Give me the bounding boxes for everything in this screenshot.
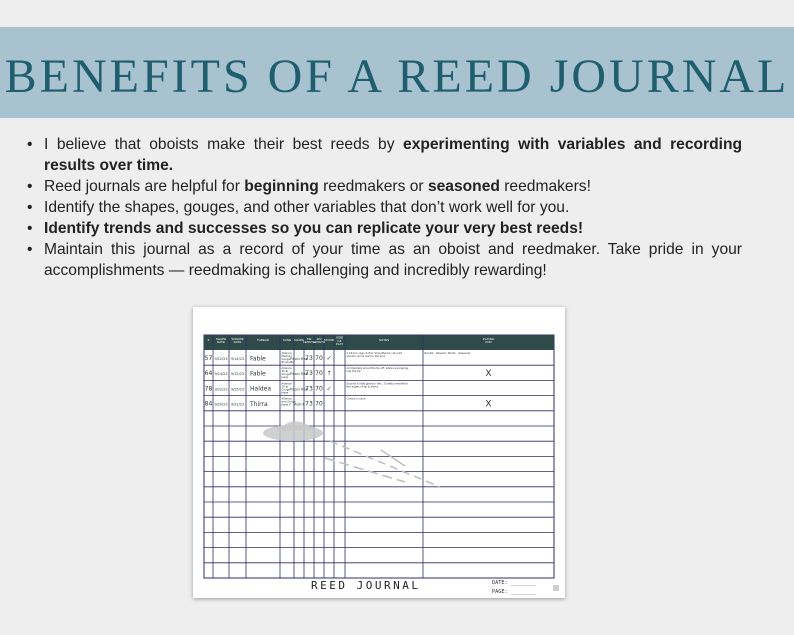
handwritten-cell: 70 — [315, 400, 323, 408]
handwritten-cell: 9/22/23 — [230, 402, 245, 407]
logo-mark-icon — [553, 585, 559, 591]
journal-header-label: NOTES — [378, 338, 390, 342]
handwritten-line: 10-lb — [281, 385, 289, 389]
journal-header-label: PLAY — [335, 342, 344, 346]
handwritten-line: Jesse K — [281, 403, 291, 407]
handwritten-cell: 78 — [204, 385, 213, 393]
handwritten-cell: Pisoni Risb — [289, 357, 309, 362]
handwritten-line: Alliance — [281, 397, 292, 401]
handwritten-line: Brown/Blu — [281, 361, 295, 364]
handwritten-line: 10-lb — [281, 370, 289, 374]
handwritten-cell: 64 — [204, 370, 213, 378]
bullet-text-bold: seasoned — [427, 178, 500, 195]
handwritten-cell: Pisoni Risb — [289, 372, 309, 377]
handwritten-cell: 9/20/23 — [214, 402, 228, 407]
page-title: BENEFITS OF A REED JOURNAL — [4, 50, 790, 103]
journal-header-label: TIE — [306, 336, 312, 341]
handwritten-line: shorter. Good reed in the end. — [346, 355, 386, 358]
journal-header-label: FOR — [485, 340, 492, 344]
journal-header-label: PLAYED — [482, 336, 495, 341]
handwritten-cell: 70 — [315, 355, 323, 363]
journal-sheet-drawing — [193, 307, 565, 598]
handwritten-cell: Modi K — [293, 402, 305, 407]
handwritten-line: Alliance — [281, 352, 292, 355]
handwritten-line: Jesse — [281, 376, 289, 380]
handwritten-line: Alliance — [281, 367, 292, 371]
bullet-text-bold: experimenting with variables and recording results over time. — [44, 136, 743, 174]
handwritten-cell: 84 — [204, 400, 213, 408]
handwritten-line: Alliance — [281, 382, 292, 386]
handwritten-line: Gouge — [281, 373, 290, 377]
bullet-text: Reed journals are helpful for — [44, 178, 245, 195]
bullet-text-bold: beginning — [244, 178, 319, 195]
handwritten-cell: 70 — [315, 385, 323, 393]
journal-header-label: OF — [337, 338, 342, 343]
journal-header-label: SHAPE — [215, 336, 227, 341]
bullet-text: reedmakers! — [499, 178, 591, 195]
handwritten-line: Gouge — [281, 358, 290, 361]
handwritten-line: the edges of tip & blend. — [346, 385, 379, 389]
bullet-item — [22, 134, 742, 176]
handwritten-cell: 9/25/23 — [230, 387, 245, 392]
journal-header-label: LENGTH — [312, 340, 326, 344]
journal-header-label: FIN — [316, 336, 322, 341]
bullet-text: Identify the shapes, gouges, and other variables that don’t work well for you. — [44, 199, 570, 216]
played-for-x: X — [485, 399, 492, 410]
benefits-list — [22, 134, 742, 281]
journal-header-label: THREAD — [256, 338, 270, 342]
title-banner — [0, 27, 794, 118]
journal-sheet-image — [193, 307, 565, 598]
handwritten-cell: Thirra — [250, 400, 268, 408]
journal-header-label: SIDE — [335, 335, 344, 340]
handwritten-line: Jesse — [281, 391, 289, 395]
journal-header-label: CANE — [282, 338, 292, 342]
bullet-text: Maintain this journal as a record of your time as an oboist and reedmaker. Take pride in your accomplishments — reedmaking is challenging and incredibly rewarding! — [44, 241, 742, 279]
bullet-item — [22, 218, 742, 239]
bullet-text: reedmakers or — [318, 178, 428, 195]
journal-date-label: DATE: ________ — [492, 580, 536, 586]
handwritten-cell: 70 — [315, 370, 323, 378]
journal-footer-title: REED JOURNAL — [311, 579, 421, 592]
handwritten-cell: ↑ — [326, 370, 332, 378]
handwritten-line: lost the tip — [346, 370, 361, 374]
handwritten-line: Accidentally sliced the tip off; while re-scraping, — [346, 367, 409, 371]
handwritten-cell: Fable — [250, 370, 266, 378]
journal-header-label: SHAPE — [293, 338, 305, 342]
journal-header-label: SCRAPE — [231, 336, 244, 341]
handwritten-line: Sounds a little great in the... Greatly smoothed — [346, 382, 408, 386]
handwritten-line: and Gouge — [281, 400, 296, 404]
handwritten-cell: 9/22/23 — [214, 387, 228, 392]
handwritten-cell: 73 — [305, 370, 313, 378]
handwritten-cell: Pisoni Risb — [289, 387, 309, 392]
handwritten-cell: 9/15/23 — [230, 372, 245, 377]
handwritten-notes — [347, 397, 366, 401]
handwritten-line: Medium — [281, 355, 292, 358]
handwritten-cell: 57 — [204, 355, 213, 363]
journal-header-label: DATE — [217, 340, 225, 344]
journal-header-label: STOOD — [323, 338, 335, 342]
played-for-x: X — [485, 369, 492, 380]
journal-header-label: LENGTH — [302, 340, 316, 344]
handwritten-line: Gouge — [281, 388, 290, 392]
bullet-item — [22, 239, 742, 281]
bullet-text: I believe that oboists make their best reeds by — [44, 136, 404, 153]
handwritten-cell: 73 — [305, 385, 313, 393]
handwritten-cell: Haldea — [250, 385, 272, 393]
journal-page-label: PAGE: ________ — [492, 589, 536, 595]
handwritten-cell: 9/12/23 — [214, 357, 228, 362]
journal-header-label: # — [207, 338, 210, 342]
handwritten-cell: ✓ — [326, 355, 332, 363]
handwritten-cell: Fable — [250, 355, 266, 363]
journal-header-label: DATE — [233, 340, 242, 344]
bullet-item — [22, 176, 742, 197]
handwritten-cell: 73 — [305, 355, 313, 363]
handwritten-cell: 9/14/23 — [214, 372, 228, 377]
bullet-item — [22, 197, 742, 218]
handwritten-line: Cracks in cane — [346, 397, 366, 401]
bullet-text-bold: Identify trends and successes so you can replicate your very best reeds! — [44, 220, 584, 237]
handwritten-notes — [425, 351, 471, 355]
handwritten-cell: 9/14/23 — [230, 357, 245, 362]
handwritten-cell: 73 — [305, 400, 313, 408]
handwritten-cell: ✓ — [326, 385, 332, 393]
handwritten-line: A bit too open & flat. Smoothed & cut a bit — [346, 352, 402, 355]
handwritten-line: Recital – Reverie; Winds – Seasonal — [424, 352, 471, 355]
